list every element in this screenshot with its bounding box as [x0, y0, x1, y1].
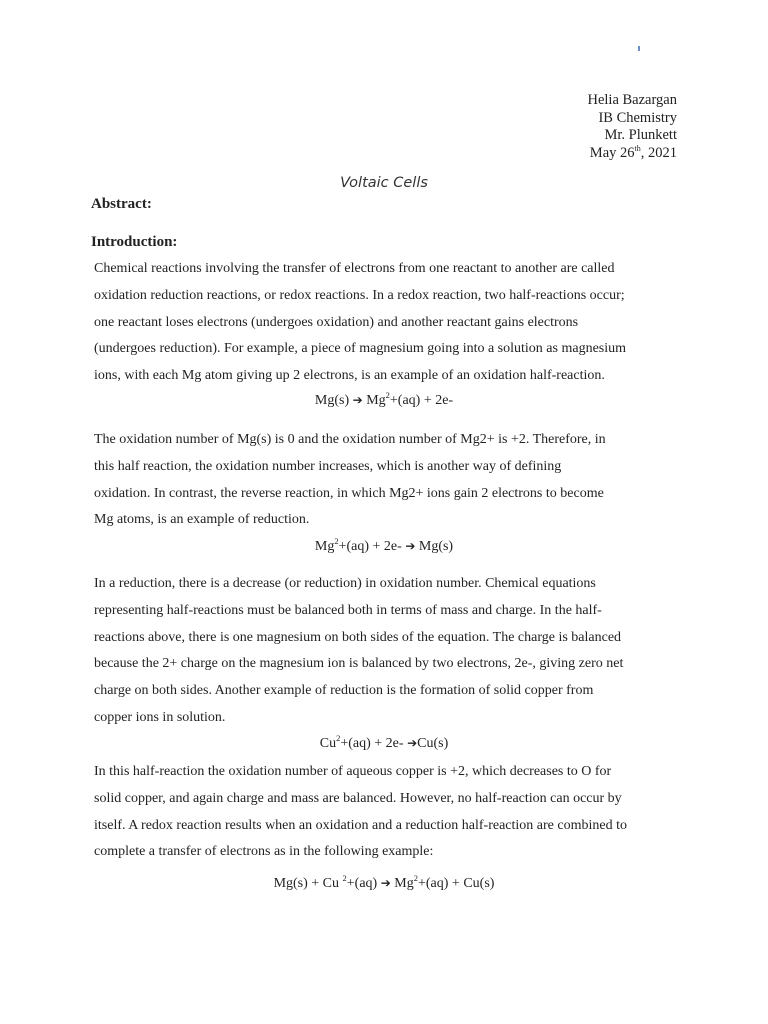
eq-sup: 2 — [342, 873, 347, 883]
arrow-icon: ➔ — [352, 393, 363, 407]
eq-part: +(aq) + 2e- — [389, 393, 454, 408]
eq-part: Cu — [319, 736, 337, 751]
eq-part: Mg — [362, 393, 386, 408]
paragraph-line: charge on both sides. Another example of reduction is the formation of solid copper from — [94, 683, 594, 699]
paragraph-line: The oxidation number of Mg(s) is 0 and the oxidation number of Mg2+ is +2. Therefore, in — [94, 432, 606, 447]
paragraph-line: ions, with each Mg atom giving up 2 electrons, is an example of an oxidation half-reaction. — [94, 368, 605, 384]
course-name: IB Chemistry — [598, 109, 677, 126]
paragraph-4 — [94, 759, 674, 866]
paragraph-line: solid copper, and again charge and mass are balanced. However, no half-reaction can occur by — [94, 790, 622, 806]
paragraph-line: Chemical reactions involving the transfer of electrons from one reactant to another are called — [94, 261, 615, 276]
paragraph-line: In this half-reaction the oxidation number of aqueous copper is +2, which decreases to O for — [94, 764, 612, 779]
paragraph-line: one reactant loses electrons (undergoes oxidation) and another reactant gains electrons — [94, 314, 579, 330]
eq-part: Cu(s) — [417, 736, 449, 751]
paragraph-2 — [94, 427, 674, 534]
paragraph-line: complete a transfer of electrons as in the following example: — [94, 844, 434, 860]
introduction-heading: Introduction: — [91, 234, 178, 250]
paragraph-line: reactions above, there is one magnesium on both sides of the equation. The charge is balanced — [94, 629, 622, 645]
equation-redox-overall — [0, 873, 768, 892]
eq-part: Mg(s) — [314, 393, 353, 408]
eq-part: Mg — [390, 876, 414, 891]
eq-sup: 2 — [413, 873, 418, 883]
equation-mg-reduction — [0, 536, 768, 555]
paragraph-line: because the 2+ charge on the magnesium ion is balanced by two electrons, 2e-, giving zero net — [94, 656, 624, 672]
date-sup: th — [634, 143, 641, 153]
eq-part: +(aq) + 2e- — [340, 736, 408, 751]
document-title: Voltaic Cells — [340, 175, 428, 191]
date-suffix: , 2021 — [640, 144, 677, 161]
date — [587, 145, 677, 163]
eq-part: +(aq) — [346, 876, 381, 891]
author-name: Helia Bazargan — [587, 92, 677, 108]
equation-mg-oxidation — [0, 390, 768, 409]
eq-part: +(aq) + 2e- — [338, 539, 406, 554]
paragraph-line: (undergoes reduction). For example, a piece of magnesium going into a solution as magnesium — [94, 341, 627, 357]
eq-sup: 2 — [385, 390, 390, 400]
paragraph-line: representing half-reactions must be balanced both in terms of mass and charge. In the half- — [94, 602, 602, 618]
paragraph-line: Mg atoms, is an example of reduction. — [94, 512, 310, 528]
date-prefix: May 26 — [589, 144, 635, 161]
eq-part: Mg(s) — [415, 539, 454, 554]
eq-part: Mg(s) + Cu — [273, 876, 343, 891]
arrow-icon: ➔ — [407, 736, 418, 750]
eq-part: +(aq) + Cu(s) — [417, 876, 495, 891]
header-block — [587, 92, 677, 162]
stray-mark — [638, 46, 640, 51]
paragraph-line: oxidation. In contrast, the reverse reaction, in which Mg2+ ions gain 2 electrons to become — [94, 485, 604, 501]
arrow-icon: ➔ — [405, 539, 416, 553]
arrow-icon: ➔ — [380, 876, 391, 890]
paragraph-line: itself. A redox reaction results when an oxidation and a reduction half-reaction are combined to — [94, 817, 627, 833]
paragraph-line: In a reduction, there is a decrease (or reduction) in oxidation number. Chemical equations — [94, 576, 596, 591]
eq-sup: 2 — [334, 536, 339, 546]
equation-cu-reduction — [0, 733, 768, 752]
eq-part: Mg — [314, 539, 335, 554]
paragraph-1 — [94, 256, 674, 390]
paragraph-line: copper ions in solution. — [94, 709, 226, 725]
eq-sup: 2 — [336, 733, 341, 743]
paragraph-line: this half reaction, the oxidation number increases, which is another way of defining — [94, 458, 562, 474]
teacher-name: Mr. Plunkett — [604, 127, 677, 143]
paragraph-3 — [94, 571, 674, 732]
abstract-heading: Abstract: — [91, 196, 152, 212]
paragraph-line: oxidation reduction reactions, or redox reactions. In a redox reaction, two half-reactions occur; — [94, 287, 625, 303]
